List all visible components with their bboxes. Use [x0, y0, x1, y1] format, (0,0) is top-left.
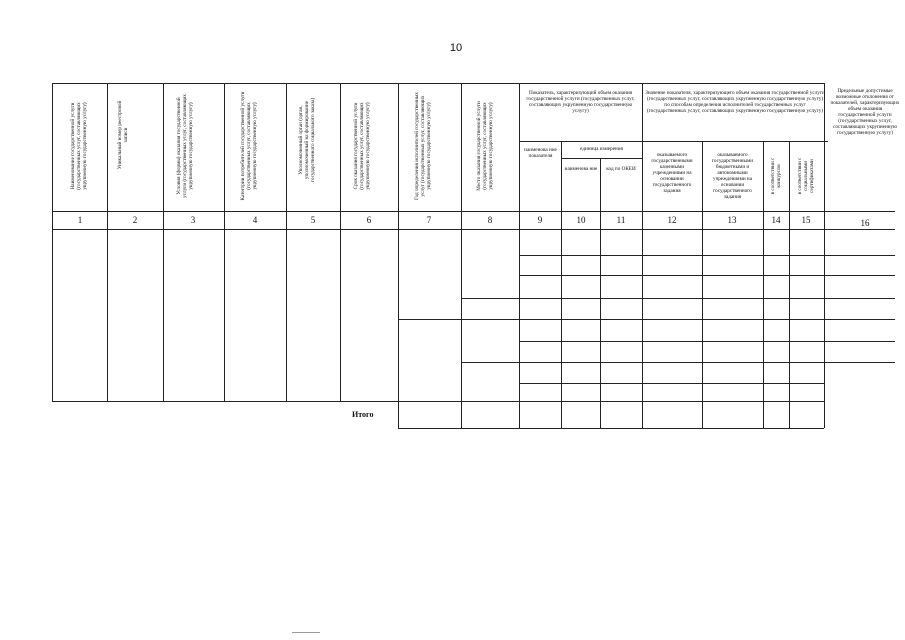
scan-mark — [292, 632, 320, 633]
col-border — [224, 83, 225, 401]
g2-header-divider — [642, 141, 828, 142]
g2-col-d: в соответствии с социальными сертификатами — [797, 157, 815, 195]
row-line — [519, 383, 824, 384]
col-number: 15 — [801, 215, 811, 225]
col-border — [789, 141, 790, 428]
g1-header: Показатель, характеризующий объем оказания государственной услуги (государственных услуг, составляющих укрупненную государственную услугу) — [526, 90, 635, 114]
col-number: 6 — [366, 215, 372, 225]
col-border — [340, 83, 341, 401]
col-number: 4 — [252, 215, 258, 225]
col-border — [702, 141, 703, 428]
col-number: 2 — [132, 215, 138, 225]
col-header-8: Место оказания государственной услуги (государственных услуг, составляющих укрупненную государственную услугу) — [476, 101, 494, 191]
row-line — [519, 255, 895, 256]
col-border — [561, 141, 562, 428]
col-number: 10 — [576, 215, 586, 225]
col-number: 7 — [426, 215, 432, 225]
col-border — [163, 83, 164, 401]
col-header-16: Предельные допустимые возможные отклонения от показателей, характеризующих объем оказания государственной услуги (государственных услуг, составляющих укрупненную государственную услугу) — [830, 88, 900, 136]
col-number: 14 — [771, 215, 781, 225]
g2-col-c: в соответствии с конкурсом — [770, 157, 782, 195]
g2-header: Значение показателя, характеризующего объем оказания государственной услуги (государственных услуг, составляющих укрупненную государственную услугу) по способам определения исполнителей государственных услуг (государственных услуг, составляющих укрупненную государственную услугу) — [645, 90, 825, 114]
col-number: 16 — [860, 218, 870, 228]
col-border — [107, 83, 108, 401]
row-line — [461, 298, 895, 299]
total-label: Итого — [352, 410, 374, 419]
g1-header-divider — [519, 141, 642, 142]
row-line — [398, 319, 895, 320]
col-number: 3 — [190, 215, 196, 225]
col-number: 9 — [537, 215, 543, 225]
row-line — [519, 275, 895, 276]
g1-indicator-name: наименова ние показателя — [524, 147, 557, 159]
col-border — [824, 83, 825, 428]
unit-subheader-divider — [561, 158, 642, 159]
col-number: 12 — [667, 215, 677, 225]
col-border — [52, 83, 53, 401]
row-line — [461, 362, 895, 363]
col-border — [763, 141, 764, 428]
table-bottom-border — [52, 401, 824, 402]
g2-col-a: оказываемого государственными казенными учреждениями на основании государственного задания — [651, 152, 693, 194]
col-border — [642, 83, 643, 428]
col-header-2: Уникальный номер реестровой записи — [117, 100, 129, 170]
col-header-5: Уполномоченный орган (орган, уполномоченный на формирование государственного социального заказа) — [298, 97, 316, 183]
g1-unit-code: код по ОКЕИ — [606, 166, 636, 172]
col-header-6: Срок оказания государственной услуги (государственных услуг, составляющих укрупненную государственную услугу) — [353, 102, 371, 190]
table-top-border — [52, 83, 824, 84]
numbers-row-bottom — [52, 229, 895, 230]
col-border — [600, 158, 601, 428]
col-number: 13 — [727, 215, 737, 225]
col-border — [286, 83, 287, 401]
col-border — [461, 83, 462, 428]
col-border — [398, 83, 399, 428]
col-header-4: Категории потребителей государственной услуги (государственных услуг, составляющих укрупненную государственную услугу) — [240, 91, 258, 201]
col-header-7: Год определения исполнителей государственных услуг (государственных услуг, составляющих укрупненную государственную услугу) — [414, 92, 432, 200]
numbers-row-top — [52, 211, 895, 212]
total-row-bottom — [398, 428, 824, 429]
g1-unit-name: наименова ние — [564, 166, 598, 172]
col-number: 11 — [616, 215, 626, 225]
col-header-3: Условия (формы) оказания государственной услуги (государственных услуг, составляющих укрупненную государственную услугу) — [176, 94, 194, 198]
col-number: 8 — [487, 215, 493, 225]
row-line — [519, 341, 895, 342]
page-number: 10 — [449, 42, 463, 54]
g1-unit-header: единица измерения — [580, 146, 623, 152]
g2-col-b: оказываемого государственными бюджетными и автономными учреждениями на основании государственного задания — [711, 152, 754, 200]
col-border — [519, 83, 520, 428]
col-header-1: Наименование государственной услуги (государственных услуг, составляющих укрупненную государственную услугу) — [70, 102, 88, 190]
col-number: 5 — [310, 215, 316, 225]
col-number: 1 — [77, 215, 83, 225]
